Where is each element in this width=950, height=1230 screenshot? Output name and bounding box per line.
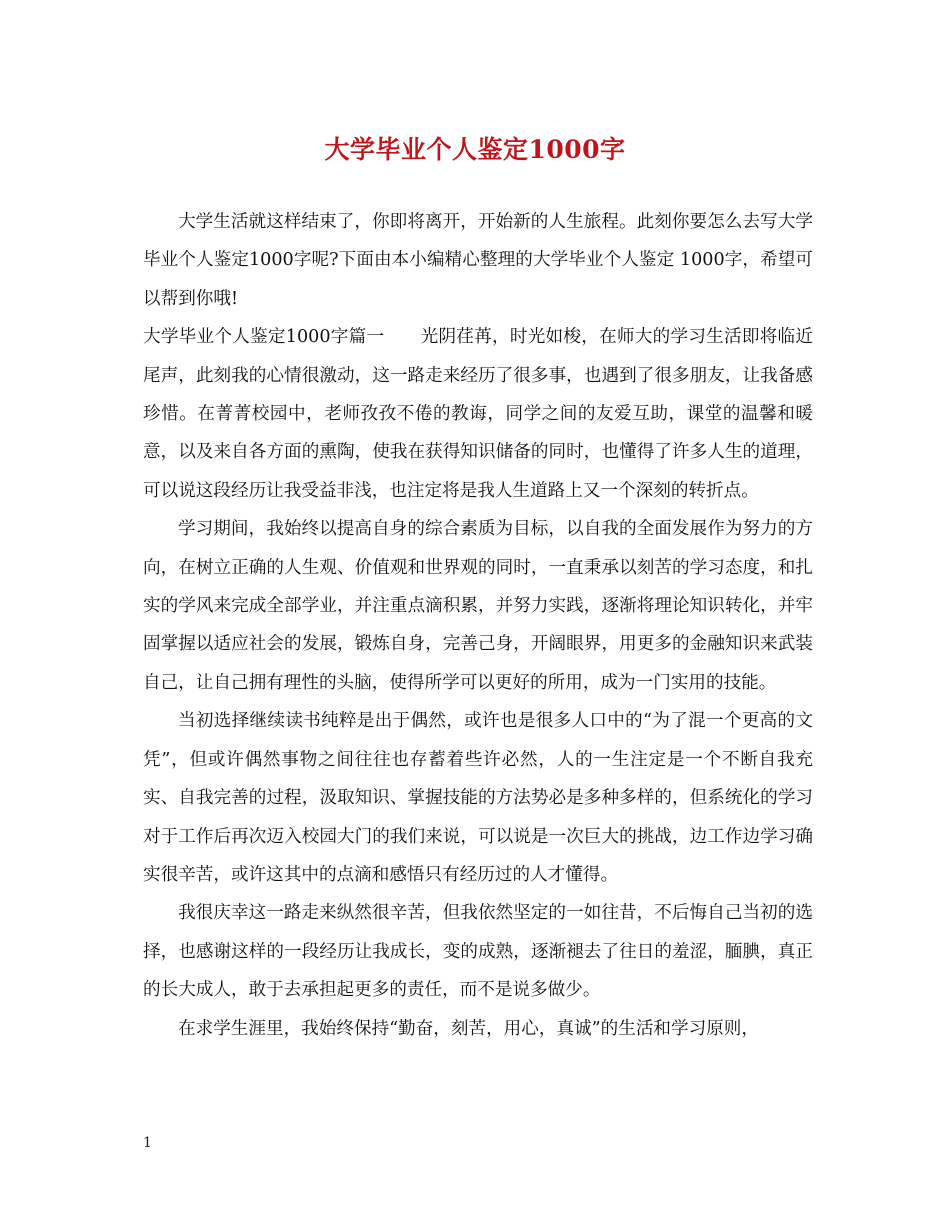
page-title: 大学毕业个人鉴定1000字	[324, 135, 626, 164]
section-paragraph	[143, 318, 813, 510]
body-paragraph: 当初选择继续读书纯粹是出于偶然，或许也是很多人口中的“为了混一个更高的文凭”，但或许偶然事物之间往往也存蓄着些许必然，人的一生注定是一个不断自我充实、自我完善的过程，汲取知识、掌握技能的方法势必是多种多样的，但系统化的学习对于工作后再次迈入校园大门的我们来说，可以说是一次巨大的挑战，边工作边学习确实很辛苦，或许这其中的点滴和感悟只有经历过的人才懂得。	[143, 711, 813, 885]
intro-paragraph: 大学生活就这样结束了，你即将离开，开始新的人生旅程。此刻你要怎么去写大学毕业个人鉴定1000字呢?下面由本小编精心整理的大学毕业个人鉴定 1000字，希望可以帮到你哦!	[143, 212, 813, 309]
body-paragraph: 我很庆幸这一路走来纵然很辛苦，但我依然坚定的一如往昔，不后悔自己当初的选择，也感谢这样的一段经历让我成长，变的成熟，逐渐褪去了往日的羞涩，腼腆，真正的长大成人，敢于去承担起更多的责任，而不是说多做少。	[143, 903, 813, 1001]
section-heading: 大学毕业个人鉴定1000字篇一	[143, 327, 385, 348]
body-paragraph: 学习期间，我始终以提高自身的综合素质为目标，以自我的全面发展作为努力的方向，在树立正确的人生观、价值观和世界观的同时，一直秉承以刻苦的学习态度，和扎实的学风来完成全部学业，并注重点滴积累，并努力实践，逐渐将理论知识转化，并牢固掌握以适应社会的发展，锻炼自身，完善己身，开阔眼界，用更多的金融知识来武装自己，让自己拥有理性的头脑，使得所学可以更好的所用，成为一门实用的技能。	[143, 519, 813, 693]
body-paragraph: 在求学生涯里，我始终保持“勤奋，刻苦，用心，真诚”的生活和学习原则，	[178, 1018, 759, 1039]
document-body	[143, 203, 813, 1048]
page-number: 1	[143, 1135, 152, 1151]
section-first-paragraph: 光阴荏苒，时光如梭，在师大的学习生活即将临近尾声，此刻我的心情很激动，这一路走来经历了很多事，也遇到了很多朋友，让我备感珍惜。在菁菁校园中，老师孜孜不倦的教诲，同学之间的友爱互助，课堂的温馨和暖意，以及来自各方面的熏陶，使我在获得知识储备的同时，也懂得了许多人生的道理，可以说这段经历让我受益非浅，也注定将是我人生道路上又一个深刻的转折点。	[143, 327, 813, 501]
